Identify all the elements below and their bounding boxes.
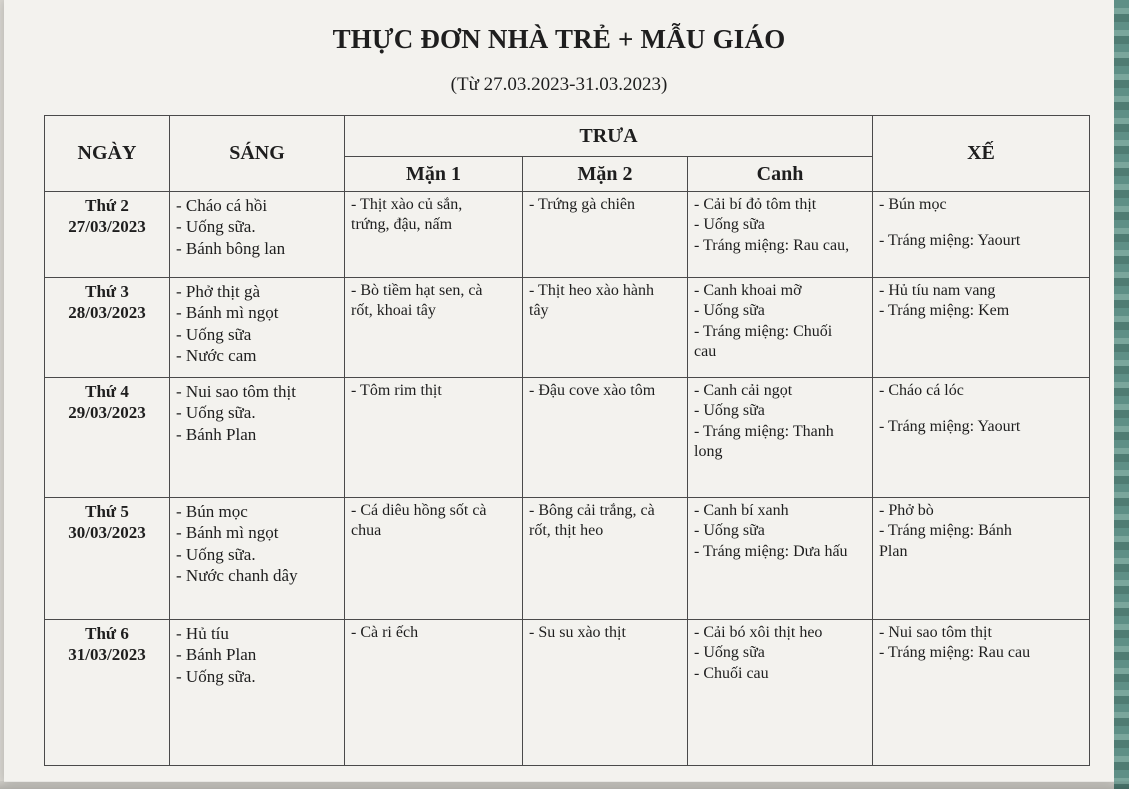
day-cell [45,498,170,620]
menu-line: - Bún mọc [879,196,947,213]
menu-line: - Canh cải ngọt [694,382,793,399]
menu-line: - Bánh Plan [176,645,257,665]
lunch-man-2-cell [523,378,688,498]
menu-sheet [4,0,1114,782]
menu-line: - Bánh mì ngọt [176,523,279,543]
lunch-man-2-cell [523,278,688,378]
header-trua: TRƯA [345,116,873,157]
weekly-menu-table [44,115,1090,766]
date-label: 30/03/2023 [68,523,146,543]
table-row-thu-3 [45,278,1090,378]
menu-line: - Tráng miệng: Bánh [879,522,1012,540]
menu-line: rốt, khoai tây [351,302,436,320]
menu-line: - Uống sữa. [176,544,256,564]
menu-line: - Tráng miệng: Rau cau, [694,236,850,254]
menu-line: - Cải bó xôi thịt heo [694,624,823,641]
day-label: Thứ 5 [85,502,129,521]
table-row-thu-5 [45,498,1090,620]
menu-line: - Cá diêu hồng sốt cà [351,502,487,519]
menu-line: - Uống sữa. [176,666,256,686]
menu-line: - Tráng miệng: Thanh [694,422,834,440]
menu-line: - Uống sữa [176,324,252,344]
menu-line: trứng, đậu, nấm [351,216,453,234]
menu-line: - Canh khoai mỡ [694,282,802,299]
lunch-man-2-cell [523,620,688,766]
breakfast-cell [170,278,345,378]
day-cell [45,378,170,498]
menu-line: - Cháo cá hồi [176,196,268,215]
menu-line: - Bánh mì ngọt [176,303,279,323]
snack-cell [873,278,1090,378]
menu-line: - Bún mọc [176,502,248,521]
menu-line: - Uống sữa [694,402,765,420]
header-ngay: NGÀY [45,116,170,192]
header-xe: XẾ [873,116,1090,192]
date-label: 27/03/2023 [68,217,146,237]
lunch-man-1-cell [345,498,523,620]
menu-line: - Bông cải trắng, cà [529,502,655,519]
day-cell [45,192,170,278]
menu-line: - Hủ tíu nam vang [879,282,996,299]
menu-line: - Tôm rim thịt [351,382,442,399]
table-row-thu-2 [45,192,1090,278]
menu-line: - Nước chanh dây [176,565,298,585]
menu-line: - Phở bò [879,502,934,519]
menu-line: - Cháo cá lóc [879,382,964,399]
lunch-man-1-cell [345,192,523,278]
day-label: Thứ 2 [85,196,129,215]
date-label: 29/03/2023 [68,403,146,423]
menu-line: - Uống sữa. [176,403,256,423]
menu-line: - Bánh bông lan [176,238,286,258]
lunch-canh-cell [688,278,873,378]
day-label: Thứ 3 [85,282,129,301]
menu-line: long [694,443,723,461]
menu-line: - Nui sao tôm thịt [879,624,992,641]
menu-line: - Tráng miệng: Chuối [694,322,833,340]
menu-line: - Hủ tíu [176,624,229,643]
snack-cell [873,498,1090,620]
menu-line: - Phở thịt gà [176,282,261,301]
lunch-man-2-cell [523,498,688,620]
menu-line: - Cải bí đỏ tôm thịt [694,196,817,213]
menu-line: cau [694,343,717,361]
header-man-2: Mặn 2 [523,157,688,192]
menu-line: - Uống sữa. [176,217,256,237]
breakfast-cell [170,498,345,620]
snack-cell [873,378,1090,498]
menu-line: - Uống sữa [694,302,765,320]
day-label: Thứ 6 [85,624,129,643]
lunch-man-1-cell [345,378,523,498]
day-label: Thứ 4 [85,382,129,401]
date-label: 28/03/2023 [68,303,146,323]
snack-cell [873,620,1090,766]
menu-line: - Cà ri ếch [351,624,419,641]
background-fabric-strip [1114,0,1129,789]
breakfast-cell [170,620,345,766]
menu-line: - Uống sữa [694,644,765,662]
menu-line: chua [351,522,382,540]
menu-line: - Bánh Plan [176,424,257,444]
menu-line: - Thịt xào củ sắn, [351,196,463,213]
menu-gap [879,215,1083,231]
menu-line: - Tráng miệng: Yaourt [879,232,1021,250]
header-man-1: Mặn 1 [345,157,523,192]
lunch-canh-cell [688,620,873,766]
menu-line: rốt, thịt heo [529,522,604,540]
header-canh: Canh [688,157,873,192]
breakfast-cell [170,192,345,278]
menu-gap [879,401,1083,417]
menu-line: - Trứng gà chiên [529,196,635,213]
day-cell [45,620,170,766]
menu-line: - Uống sữa [694,216,765,234]
lunch-canh-cell [688,192,873,278]
menu-line: - Tráng miệng: Rau cau [879,644,1031,662]
table-row-thu-4 [45,378,1090,498]
menu-line: - Nui sao tôm thịt [176,382,296,401]
lunch-canh-cell [688,498,873,620]
date-label: 31/03/2023 [68,645,146,665]
lunch-man-1-cell [345,620,523,766]
breakfast-cell [170,378,345,498]
menu-line: - Đậu cove xào tôm [529,382,656,399]
menu-line: Plan [879,542,908,560]
lunch-man-1-cell [345,278,523,378]
bottom-shadow [0,781,1129,789]
lunch-man-2-cell [523,192,688,278]
menu-line: - Tráng miệng: Yaourt [879,418,1021,436]
menu-line: - Canh bí xanh [694,502,789,519]
menu-line: tây [529,302,549,320]
header-sang: SÁNG [170,116,345,192]
table-header-row [45,116,1090,157]
menu-line: - Bò tiềm hạt sen, cà [351,282,483,299]
menu-line: - Tráng miệng: Dưa hấu [694,542,848,560]
menu-line: - Tráng miệng: Kem [879,302,1010,320]
date-range-subtitle: (Từ 27.03.2023-31.03.2023) [450,74,668,95]
lunch-canh-cell [688,378,873,498]
table-row-thu-6 [45,620,1090,766]
menu-line: - Chuối cau [694,664,769,682]
snack-cell [873,192,1090,278]
menu-line: - Uống sữa [694,522,765,540]
day-cell [45,278,170,378]
page-title: THỰC ĐƠN NHÀ TRẺ + MẪU GIÁO [332,24,786,54]
menu-line: - Su su xào thịt [529,624,626,641]
menu-line: - Nước cam [176,345,257,365]
menu-line: - Thịt heo xào hành [529,282,655,299]
